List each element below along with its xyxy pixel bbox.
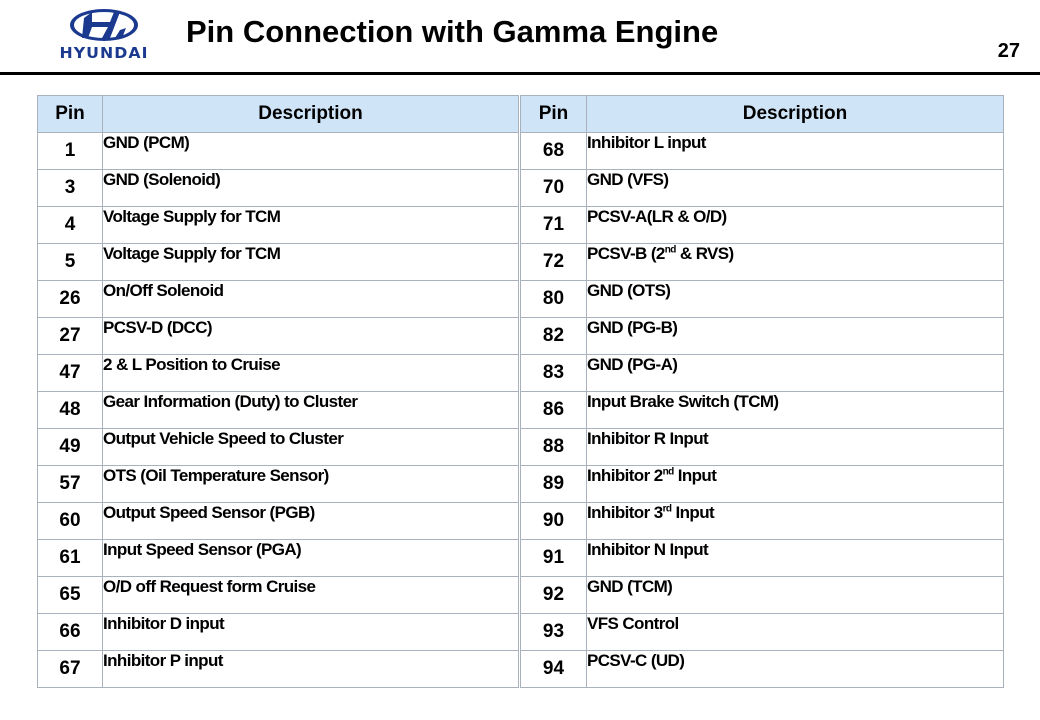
pin-description: O/D off Request form Cruise [103, 577, 519, 614]
table-row [38, 133, 519, 170]
pin-number: 66 [38, 614, 103, 651]
description-text: Input [673, 466, 717, 485]
table-row [521, 170, 1004, 207]
table-row [38, 466, 519, 503]
table-row [521, 651, 1004, 688]
pin-number: 93 [521, 614, 587, 651]
pin-table-right [520, 95, 1004, 688]
pin-number: 89 [521, 466, 587, 503]
pin-number: 4 [38, 207, 103, 244]
pin-description: Voltage Supply for TCM [103, 207, 519, 244]
description-text: Inhibitor 2 [587, 466, 663, 485]
table-row [38, 207, 519, 244]
logo-wordmark: HYUNDAI [59, 44, 149, 62]
pin-description: Inhibitor N Input [587, 540, 1004, 577]
description-text: Inhibitor 3 [587, 503, 663, 522]
description-column-header: Description [587, 96, 1004, 133]
pin-number: 83 [521, 355, 587, 392]
pin-number: 80 [521, 281, 587, 318]
pin-description: VFS Control [587, 614, 1004, 651]
pin-number: 3 [38, 170, 103, 207]
pin-number: 91 [521, 540, 587, 577]
table-row [38, 281, 519, 318]
pin-number: 90 [521, 503, 587, 540]
table-row [521, 540, 1004, 577]
pin-number: 70 [521, 170, 587, 207]
pin-number: 61 [38, 540, 103, 577]
pin-number: 1 [38, 133, 103, 170]
pin-number: 60 [38, 503, 103, 540]
pin-description: Gear Information (Duty) to Cluster [103, 392, 519, 429]
pin-description: Inhibitor R Input [587, 429, 1004, 466]
table-row [38, 170, 519, 207]
pin-number: 71 [521, 207, 587, 244]
pin-number: 47 [38, 355, 103, 392]
ordinal-suffix: nd [664, 244, 676, 256]
table-row [521, 133, 1004, 170]
table-row [521, 614, 1004, 651]
table-row [38, 614, 519, 651]
table-row [521, 281, 1004, 318]
pin-column-header: Pin [521, 96, 587, 133]
table-row [38, 577, 519, 614]
pin-description: 2 & L Position to Cruise [103, 355, 519, 392]
pin-number: 94 [521, 651, 587, 688]
pin-number: 82 [521, 318, 587, 355]
table-row [521, 392, 1004, 429]
pin-description: Inhibitor P input [103, 651, 519, 688]
table-row [38, 318, 519, 355]
table-row [38, 355, 519, 392]
pin-description: Input Brake Switch (TCM) [587, 392, 1004, 429]
pin-column-header: Pin [38, 96, 103, 133]
pin-number: 88 [521, 429, 587, 466]
pin-description [587, 244, 1004, 281]
pin-description: GND (PCM) [103, 133, 519, 170]
pin-number: 67 [38, 651, 103, 688]
page-number: 27 [997, 40, 1020, 62]
pin-table-left [37, 95, 519, 688]
pin-description: Inhibitor D input [103, 614, 519, 651]
hyundai-emblem-icon [52, 8, 156, 44]
table-row [38, 392, 519, 429]
pin-number: 57 [38, 466, 103, 503]
table-row [38, 651, 519, 688]
table-row [521, 429, 1004, 466]
pin-number: 27 [38, 318, 103, 355]
pin-description: Inhibitor L input [587, 133, 1004, 170]
pin-description: Voltage Supply for TCM [103, 244, 519, 281]
pin-number: 68 [521, 133, 587, 170]
description-column-header: Description [103, 96, 519, 133]
ordinal-suffix: rd [662, 503, 672, 515]
pin-description: GND (PG-A) [587, 355, 1004, 392]
hyundai-logo [52, 8, 156, 66]
table-header-row [521, 96, 1004, 133]
table-row [521, 207, 1004, 244]
pin-number: 92 [521, 577, 587, 614]
pin-description: Output Speed Sensor (PGB) [103, 503, 519, 540]
pin-description: Output Vehicle Speed to Cluster [103, 429, 519, 466]
pin-number: 86 [521, 392, 587, 429]
pin-description [587, 503, 1004, 540]
ordinal-suffix: nd [662, 466, 674, 478]
description-text: & RVS) [675, 244, 734, 263]
header-divider [0, 72, 1040, 75]
pin-description: GND (OTS) [587, 281, 1004, 318]
table-row [38, 429, 519, 466]
pin-number: 65 [38, 577, 103, 614]
table-row [521, 577, 1004, 614]
description-text: PCSV-B (2 [587, 244, 665, 263]
pin-description: OTS (Oil Temperature Sensor) [103, 466, 519, 503]
pin-description: On/Off Solenoid [103, 281, 519, 318]
pin-number: 26 [38, 281, 103, 318]
page-title: Pin Connection with Gamma Engine [186, 14, 719, 49]
table-header-row [38, 96, 519, 133]
table-row [521, 466, 1004, 503]
pin-description: GND (VFS) [587, 170, 1004, 207]
pin-description: GND (PG-B) [587, 318, 1004, 355]
pin-description: PCSV-C (UD) [587, 651, 1004, 688]
pin-description: GND (Solenoid) [103, 170, 519, 207]
description-text: Input [671, 503, 715, 522]
table-row [521, 318, 1004, 355]
pin-description: PCSV-D (DCC) [103, 318, 519, 355]
pin-description: PCSV-A(LR & O/D) [587, 207, 1004, 244]
table-row [38, 244, 519, 281]
table-row [38, 540, 519, 577]
pin-description [587, 466, 1004, 503]
table-row [38, 503, 519, 540]
table-row [521, 503, 1004, 540]
table-row [521, 355, 1004, 392]
pin-description: Input Speed Sensor (PGA) [103, 540, 519, 577]
pin-number: 48 [38, 392, 103, 429]
pin-number: 72 [521, 244, 587, 281]
pin-description: GND (TCM) [587, 577, 1004, 614]
pin-number: 5 [38, 244, 103, 281]
pin-number: 49 [38, 429, 103, 466]
table-row [521, 244, 1004, 281]
